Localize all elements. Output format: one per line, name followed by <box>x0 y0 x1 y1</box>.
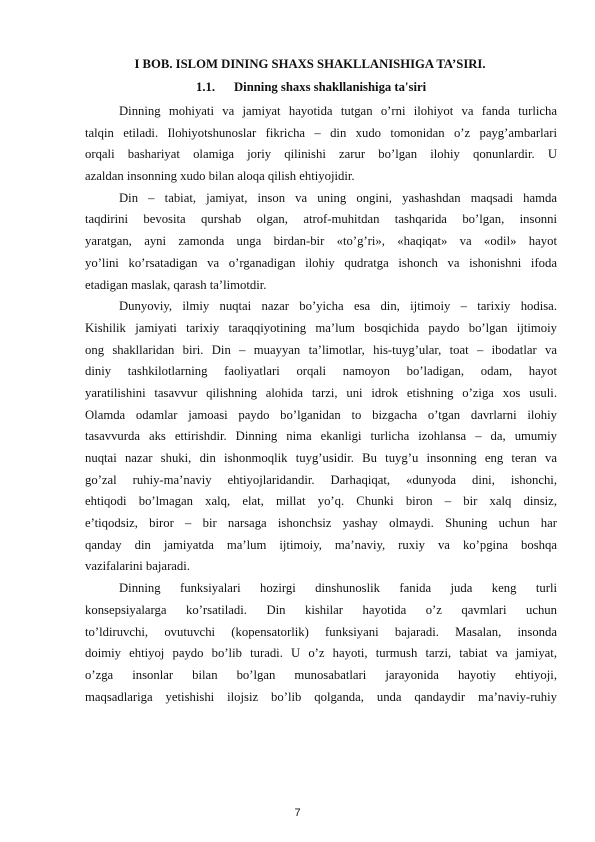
paragraph-line: o’zga insonlar bilan bo’lgan munosabatlari jarayonida hayotiy ehtiyoji, <box>85 667 557 682</box>
paragraph-line: diniy tashkilotlarning faoliyatlari orqali namoyon bo’ladigan, odam, hayot <box>85 364 557 379</box>
paragraph-line: Din – tabiat, jamiyat, inson va uning ongini, yashashdan maqsadi hamda <box>119 190 557 205</box>
paragraph-line: maqsadlariga yetishishi ilojsiz bo’lib qolganda, unda qandaydir ma’naviy-ruhiy <box>85 689 557 704</box>
paragraph-line: qanday din jamiyatda ma’lum ijtimoiy, ma’naviy, ruxiy va ko’pgina boshqa <box>85 537 557 552</box>
chapter-title: I BOB. ISLOM DINING SHAXS SHAKLLANISHIGA TA’SIRI. <box>134 57 486 71</box>
section-title: Dinning shaxs shakllanishiga ta'siri <box>234 80 427 94</box>
paragraph-line: doimiy ehtiyoj paydo bo’lib turadi. U o’z hayoti, turmush tarzi, tabiat va jamiyat, <box>85 646 557 661</box>
paragraph-line: Dinning funksiyalari hozirgi dinshunoslik fanida juda keng turli <box>119 581 557 596</box>
page-number: 7 <box>294 807 301 819</box>
paragraph-line: Olamda odamlar jamoasi paydo bo’lganidan to bizgacha o’tgan davrlarni ilohiy <box>85 407 557 422</box>
paragraph-line: taqdirini bevosita qurshab olgan, atrof-muhitdan tashqarida bo’lgan, insonni <box>85 212 557 227</box>
section-heading <box>196 80 456 95</box>
paragraph-line: konsepsiyalarga ko’rsatiladi. Din kishilar hayotida o’z qavmlari uchun <box>85 602 557 617</box>
body-text <box>85 101 557 708</box>
paragraph-line: to’ldiruvchi, ovutuvchi (kopensatorlik) funksiyani bajaradi. Masalan, insonda <box>85 624 557 639</box>
section-number: 1.1. <box>196 80 216 94</box>
paragraph-line: tasavvurda aks ettirishdir. Dinning nima ekanligi turlicha izohlansa – da, umumiy <box>85 429 557 444</box>
paragraph-line: e’tiqodsiz, biror – bir narsaga ishonchsiz yashay olmaydi. Shuning uchun har <box>85 516 557 531</box>
paragraph-line: yaratilishini tasavvur qilishning alohida tarzi, uni idrok etishning o’ziga xos usuli. <box>85 385 557 400</box>
paragraph-line: Dinning mohiyati va jamiyat hayotida tutgan o’rni ilohiyot va fanda turlicha <box>119 104 557 118</box>
paragraph-line: yo’lini ko’rsatadigan va o’rganadigan ilohiy qudratga ishonch va ishonishni ifoda <box>85 255 557 270</box>
paragraph-line: etadigan maslak, qarash ta’limotdir. <box>85 277 267 292</box>
paragraph-line: talqin etiladi. Ilohiyotshunoslar fikricha – din xudo tomonidan o’z payg’ambarlari <box>85 125 557 140</box>
paragraph-line: nuqtai nazar shuki, din ishonmoqlik tuyg’usidir. Bu tuyg’u insonning eng teran va <box>85 451 557 465</box>
paragraph-line: go’zal ruhiy-ma’naviy ehtiyojlaridandir. Darhaqiqat, «dunyoda dini, ishonchi, <box>85 472 557 487</box>
paragraph-line: ong shakllaridan biri. Din – muayyan ta’limotlar, his-tuyg’ular, toat – ibodatlar va <box>85 342 557 357</box>
paragraph-line: orqali bashariyat olamiga joriy qilinishi zarur bo’lgan ilohiy qonunlardir. U <box>85 147 557 162</box>
paragraph-line: Kishilik jamiyati tarixiy taraqqiyotining ma’lum bosqichida paydo bo’lgan ijtimoiy <box>85 320 557 335</box>
paragraph-line: vazifalarini bajaradi. <box>85 559 190 574</box>
paragraph-line: Dunyoviy, ilmiy nuqtai nazar bo’yicha esa din, ijtimoiy – tarixiy hodisa. <box>119 299 557 314</box>
paragraph-line: yaratgan, ayni zamonda unga birdan-bir «to’g’ri», «haqiqat» va «odil» hayot <box>85 234 557 249</box>
paragraph-line: azaldan insonning xudo bilan aloqa qilish ehtiyojidir. <box>85 169 355 184</box>
paragraph-line: ehtiqodi bo’lmagan xalq, elat, millat yo’q. Chunki biron – bir xalq dinsiz, <box>85 494 557 509</box>
